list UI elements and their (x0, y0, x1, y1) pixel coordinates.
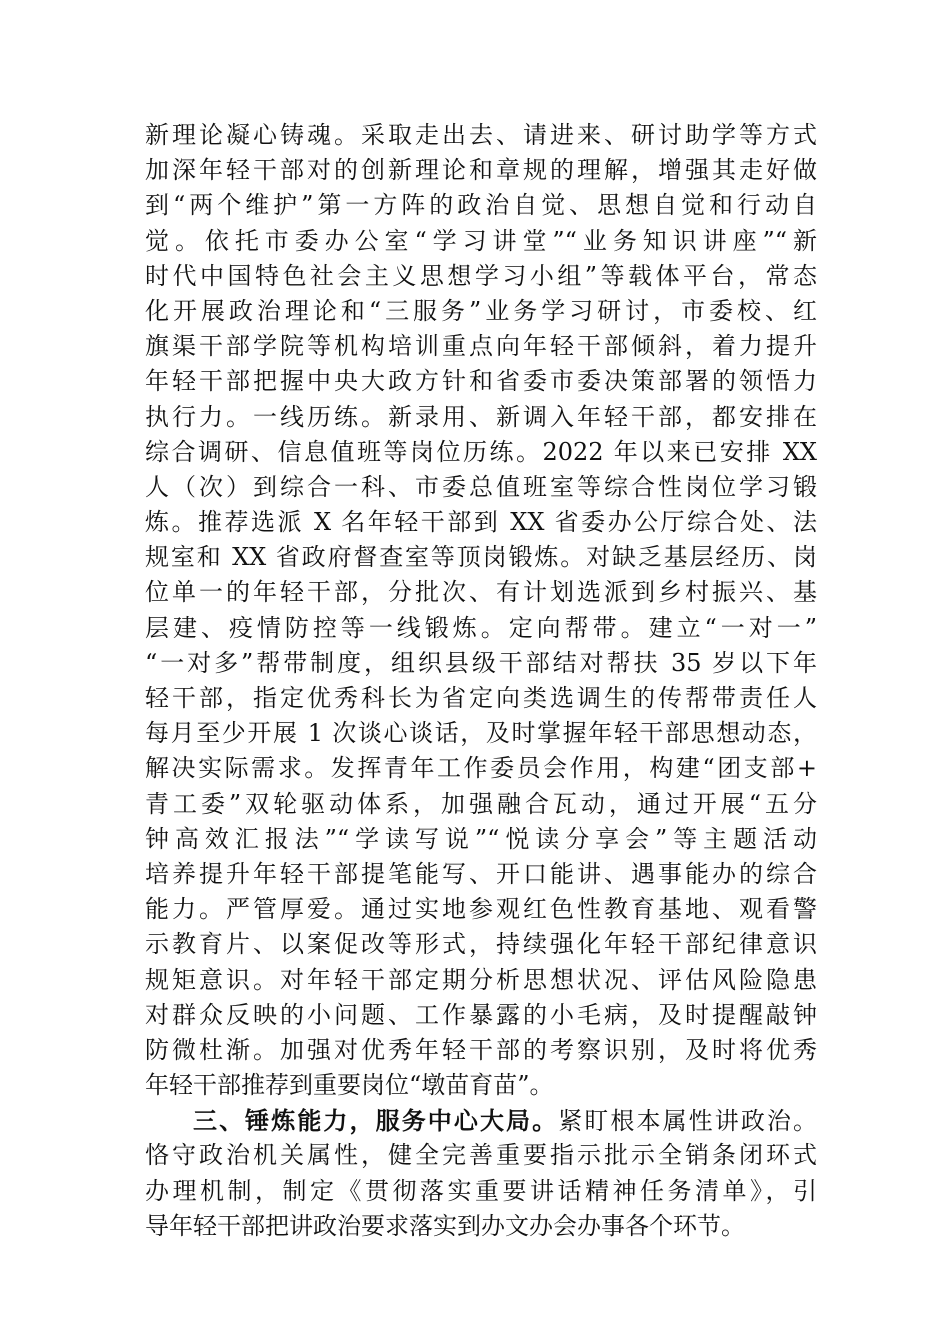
paragraph-1 (145, 118, 817, 1103)
section-heading-rest: 紧盯根本属性讲政治。 (558, 1107, 818, 1136)
text-line: 导年轻干部把讲政治要求落实到办文办会办事各个环节。 (145, 1211, 745, 1240)
text-line: 解决实际需求。发挥青年工作委员会作用，构建“团支部+ (145, 754, 817, 783)
text-line: 觉。依托市委办公室“学习讲堂”“业务知识讲座”“新 (145, 226, 817, 255)
text-line: 每月至少开展 1 次谈心谈话，及时掌握年轻干部思想动态， (145, 719, 817, 748)
text-line: 到“两个维护”第一方阵的政治自觉、思想自觉和行动自 (145, 191, 817, 220)
text-line: 恪守政治机关属性，健全完善重要指示批示全销条闭环式 (145, 1141, 817, 1170)
text-line: 执行力。一线历练。新录用、新调入年轻干部，都安排在 (145, 402, 817, 431)
text-line: 规室和 XX 省政府督查室等顶岗锻炼。对缺乏基层经历、岗 (145, 543, 817, 572)
text-line: 旗渠干部学院等机构培训重点向年轻干部倾斜，着力提升 (145, 332, 817, 361)
text-line: 对群众反映的小问题、工作暴露的小毛病，及时提醒敲钟 (145, 1000, 817, 1029)
text-line: 年轻干部推荐到重要岗位“墩苗育苗”。 (145, 1071, 554, 1100)
text-line: 示教育片、以案促改等形式，持续强化年轻干部纪律意识 (145, 930, 817, 959)
text-line: “一对多”帮带制度，组织县级干部结对帮扶 35 岁以下年 (145, 648, 817, 677)
text-line: 办理机制，制定《贯彻落实重要讲话精神任务清单》，引 (145, 1176, 817, 1205)
text-line: 加深年轻干部对的创新理论和章规的理解，增强其走好做 (145, 156, 817, 185)
document-body (145, 118, 817, 1244)
text-line: 位单一的年轻干部，分批次、有计划选派到乡村振兴、基 (145, 578, 817, 607)
text-line: 人（次）到综合一科、市委总值班室等综合性岗位学习锻 (145, 472, 817, 501)
text-line: 时代中国特色社会主义思想学习小组”等载体平台，常态 (145, 261, 817, 290)
paragraph-2 (145, 1103, 817, 1244)
text-line: 钟高效汇报法”“学读写说”“悦读分享会”等主题活动 (145, 824, 817, 853)
text-line: 炼。推荐选派 X 名年轻干部到 XX 省委办公厅综合处、法 (145, 508, 817, 537)
text-line: 新理论凝心铸魂。采取走出去、请进来、研讨助学等方式 (145, 121, 817, 149)
text-line: 培养提升年轻干部提笔能写、开口能讲、遇事能办的综合 (145, 859, 817, 888)
text-line: 层建、疫情防控等一线锻炼。定向帮带。建立“一对一” (145, 613, 817, 642)
section-heading-line (145, 1103, 817, 1138)
text-line: 防微杜渐。加强对优秀年轻干部的考察识别，及时将优秀 (145, 1035, 817, 1064)
text-line: 年轻干部把握中央大政方针和省委市委决策部署的领悟力 (145, 367, 817, 396)
text-line: 规矩意识。对年轻干部定期分析思想状况、评估风险隐患 (145, 965, 817, 994)
section-heading: 三、锤炼能力，服务中心大局。 (193, 1106, 559, 1136)
text-line: 能力。严管厚爱。通过实地参观红色性教育基地、观看警 (145, 895, 817, 924)
text-line: 综合调研、信息值班等岗位历练。2022 年以来已安排 XX (145, 437, 817, 466)
text-line: 青工委”双轮驱动体系，加强融合瓦动，通过开展“五分 (145, 789, 817, 818)
text-line: 化开展政治理论和“三服务”业务学习研讨，市委校、红 (145, 296, 817, 325)
text-line: 轻干部，指定优秀科长为省定向类选调生的传帮带责任人 (145, 684, 817, 712)
